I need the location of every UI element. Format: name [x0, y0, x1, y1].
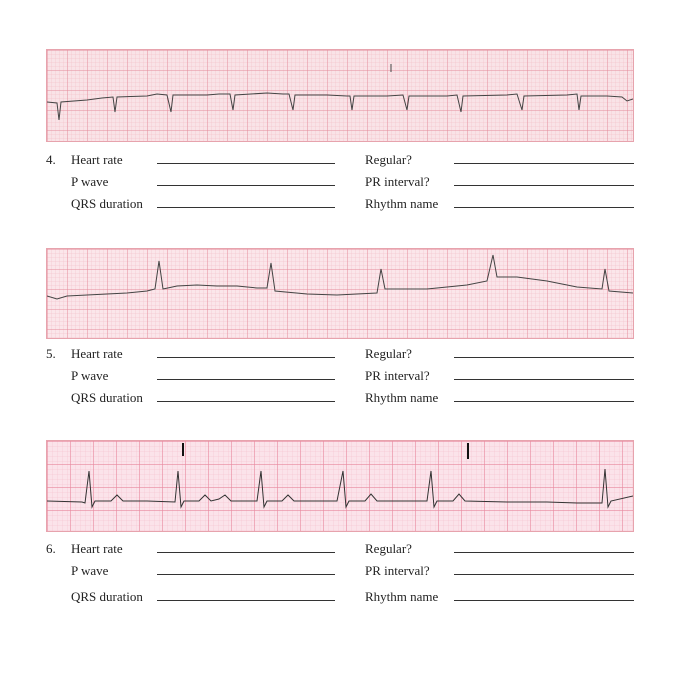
regular-label: Regular? [365, 346, 412, 361]
ecg-strip-6 [46, 440, 634, 532]
p-wave-label: P wave [71, 368, 109, 383]
ecg-strip-4 [46, 49, 634, 142]
qrs-duration-label: QRS duration [71, 196, 143, 211]
rhythm-name-answer-line[interactable] [454, 207, 634, 208]
rhythm-name-label: Rhythm name [365, 196, 439, 211]
p-wave-label: P wave [71, 563, 109, 578]
pr-interval-label: PR interval? [365, 174, 430, 189]
qrs-duration-answer-line[interactable] [157, 207, 335, 208]
ecg-strip-6-graphic [47, 441, 633, 531]
rhythm-name-label: Rhythm name [365, 589, 439, 604]
rhythm-name-answer-line[interactable] [454, 600, 634, 601]
regular-label: Regular? [365, 152, 412, 167]
heart-rate-answer-line[interactable] [157, 357, 335, 358]
regular-answer-line[interactable] [454, 552, 634, 553]
p-wave-answer-line[interactable] [157, 185, 335, 186]
heart-rate-label: Heart rate [71, 541, 123, 556]
p-wave-answer-line[interactable] [157, 379, 335, 380]
pr-interval-answer-line[interactable] [454, 185, 634, 186]
regular-answer-line[interactable] [454, 163, 634, 164]
pr-interval-answer-line[interactable] [454, 379, 634, 380]
pr-interval-answer-line[interactable] [454, 574, 634, 575]
heart-rate-label: Heart rate [71, 346, 123, 361]
question-number: 6. [46, 541, 56, 556]
heart-rate-answer-line[interactable] [157, 163, 335, 164]
qrs-duration-label: QRS duration [71, 589, 143, 604]
qrs-duration-answer-line[interactable] [157, 401, 335, 402]
regular-answer-line[interactable] [454, 357, 634, 358]
pr-interval-label: PR interval? [365, 563, 430, 578]
rhythm-name-answer-line[interactable] [454, 401, 634, 402]
p-wave-answer-line[interactable] [157, 574, 335, 575]
ecg-strip-5-graphic [47, 249, 633, 338]
rhythm-name-label: Rhythm name [365, 390, 439, 405]
regular-label: Regular? [365, 541, 412, 556]
qrs-duration-answer-line[interactable] [157, 600, 335, 601]
heart-rate-answer-line[interactable] [157, 552, 335, 553]
p-wave-label: P wave [71, 174, 109, 189]
heart-rate-label: Heart rate [71, 152, 123, 167]
ecg-strip-4-graphic [47, 50, 633, 141]
question-number: 5. [46, 346, 56, 361]
qrs-duration-label: QRS duration [71, 390, 143, 405]
question-number: 4. [46, 152, 56, 167]
ecg-strip-5 [46, 248, 634, 339]
pr-interval-label: PR interval? [365, 368, 430, 383]
